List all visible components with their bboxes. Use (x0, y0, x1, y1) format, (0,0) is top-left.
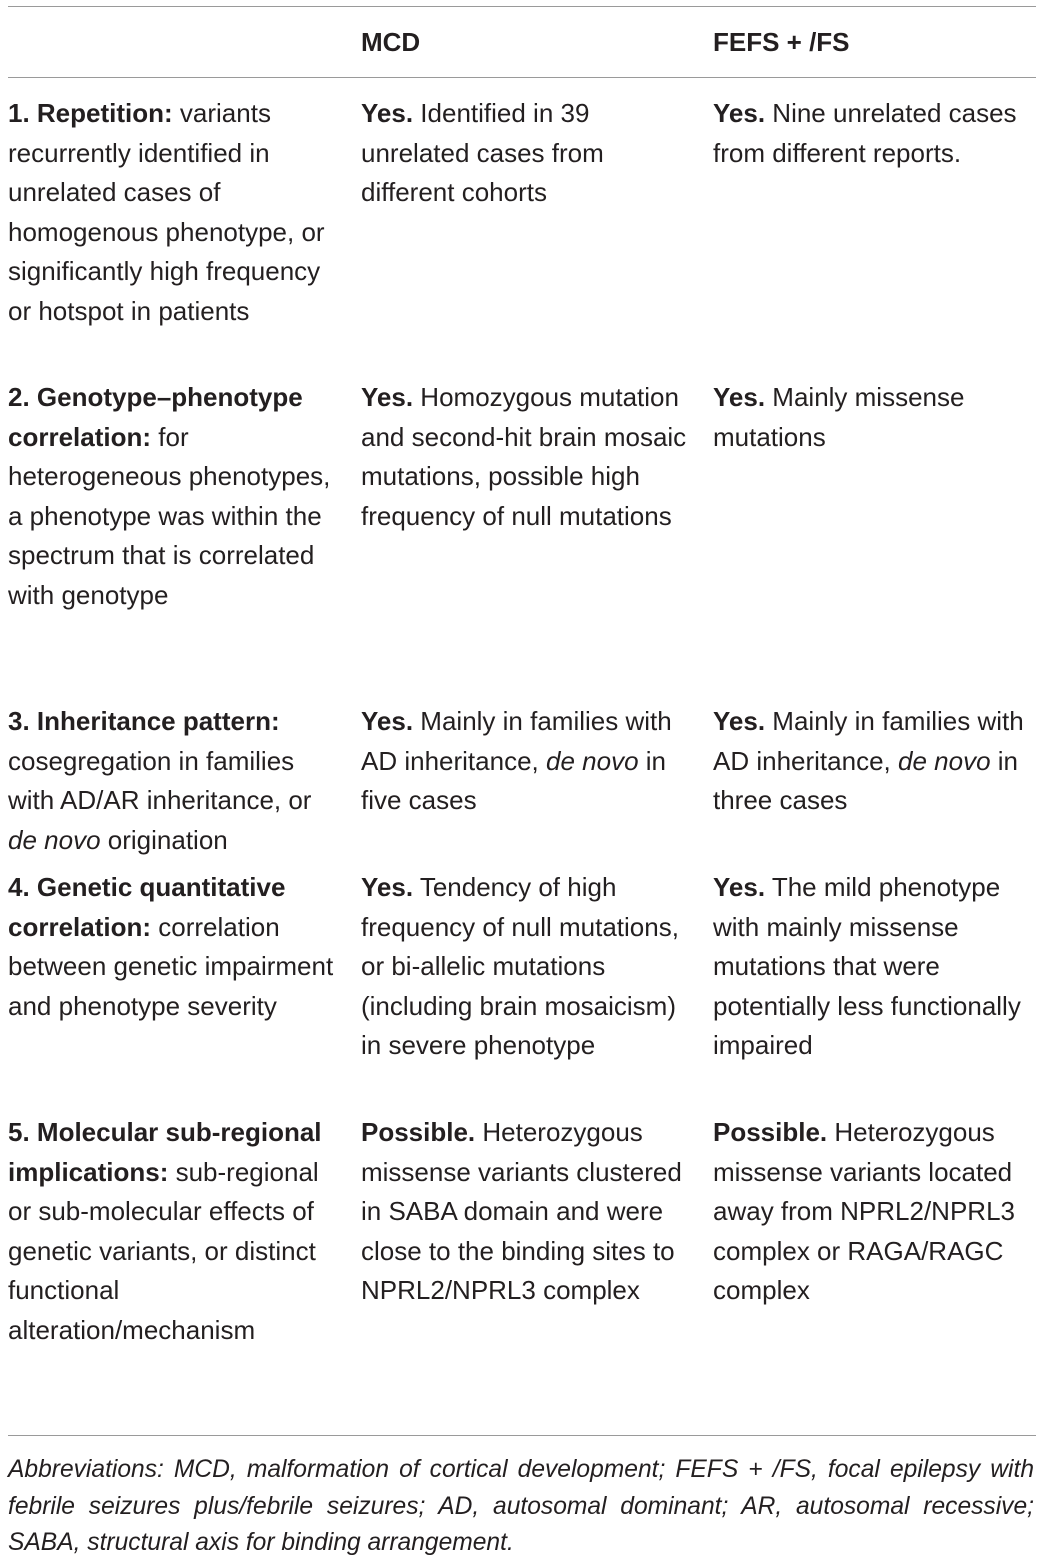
mcd-text: Tendency of high frequency of null mutations, or bi-allelic mutations (including brain mosaicism) in severe phenotype (361, 872, 679, 1060)
mcd-text: in five cases (361, 745, 667, 815)
header-fefs: FEFS + /FS (713, 27, 850, 57)
table-row (8, 692, 1036, 858)
fefs-cell (713, 868, 1036, 1066)
mcd-text-italic: de novo (546, 745, 639, 776)
criterion-text: origination (107, 824, 228, 855)
mcd-text: Homozygous mutation and second-hit brain mosaic mutations, possible high frequency of null mutations (361, 382, 687, 531)
fefs-text: Heterozygous missense variants located away from NPRL2/NPRL3 complex or RAGA/RAGC complex (713, 1117, 1015, 1305)
mcd-verdict: Possible. (361, 1117, 476, 1147)
criterion-cell (8, 378, 343, 615)
mcd-verdict: Yes. (361, 706, 414, 736)
criterion-text-italic: de novo (8, 824, 101, 855)
mcd-cell (361, 378, 699, 536)
criterion-text: for heterogeneous phenotypes, a phenotype was within the spectrum that is correlated with genotype (8, 421, 331, 610)
criterion-cell (8, 94, 343, 331)
mcd-cell (361, 702, 699, 821)
fefs-text: in three cases (713, 745, 1019, 815)
criterion-text: cosegregation in families with AD/AR inheritance, or (8, 745, 312, 815)
table-row (8, 1103, 1036, 1435)
criterion-text: correlation between genetic impairment and phenotype severity (8, 911, 334, 1021)
fefs-text: Mainly in families with AD inheritance, (713, 706, 1024, 776)
criterion-text: sub-regional or sub-molecular effects of genetic variants, or distinct functional alteration/mechanism (8, 1156, 319, 1345)
mcd-verdict: Yes. (361, 98, 414, 128)
criterion-text: variants recurrently identified in unrelated cases of homogenous phenotype, or significantly high frequency or hotspot in patients (8, 98, 325, 326)
criterion-title: 4. Genetic quantitative correlation: (8, 872, 286, 942)
mcd-cell (361, 94, 699, 213)
mcd-verdict: Yes. (361, 872, 414, 902)
mcd-cell (361, 1113, 699, 1311)
table-row (8, 858, 1036, 1103)
table-row (8, 368, 1036, 692)
fefs-text: Nine unrelated cases from different reports. (713, 98, 1017, 168)
criterion-cell (8, 1113, 343, 1350)
fefs-cell (713, 702, 1036, 821)
mcd-verdict: Yes. (361, 382, 414, 412)
criterion-cell (8, 702, 343, 858)
abbreviations-footnote: Abbreviations: MCD, malformation of cortical development; FEFS + /FS, focal epilepsy with febrile seizures plus/febrile seizures; AD, autosomal dominant; AR, autosomal recessive; SABA, structural axis for binding arrangement. (8, 1456, 1034, 1556)
bottom-rule (8, 1435, 1036, 1436)
table-header (8, 7, 1036, 77)
fefs-verdict: Possible. (713, 1117, 828, 1147)
criteria-table (8, 6, 1036, 1436)
mcd-cell (361, 868, 699, 1066)
fefs-cell (713, 1113, 1036, 1311)
fefs-verdict: Yes. (713, 872, 766, 902)
fefs-text-italic: de novo (898, 745, 991, 776)
criterion-title: 3. Inheritance pattern: (8, 706, 280, 736)
fefs-cell (713, 378, 1036, 457)
fefs-verdict: Yes. (713, 98, 766, 128)
mcd-text: Mainly in families with AD inheritance, (361, 706, 672, 776)
fefs-text: Mainly missense mutations (713, 382, 965, 452)
criterion-title: 5. Molecular sub-regional implications: (8, 1117, 322, 1187)
fefs-verdict: Yes. (713, 382, 766, 412)
criterion-cell (8, 868, 343, 1026)
fefs-cell (713, 94, 1036, 173)
fefs-verdict: Yes. (713, 706, 766, 736)
table-row (8, 78, 1036, 368)
criterion-title: 2. Genotype–phenotype correlation: (8, 382, 303, 452)
mcd-text: Identified in 39 unrelated cases from different cohorts (361, 98, 604, 207)
criterion-title: 1. Repetition: (8, 98, 173, 128)
mcd-text: Heterozygous missense variants clustered in SABA domain and were close to the binding sites to NPRL2/NPRL3 complex (361, 1117, 682, 1305)
fefs-text: The mild phenotype with mainly missense mutations that were potentially less functionally impaired (713, 872, 1021, 1060)
header-mcd: MCD (361, 27, 421, 57)
